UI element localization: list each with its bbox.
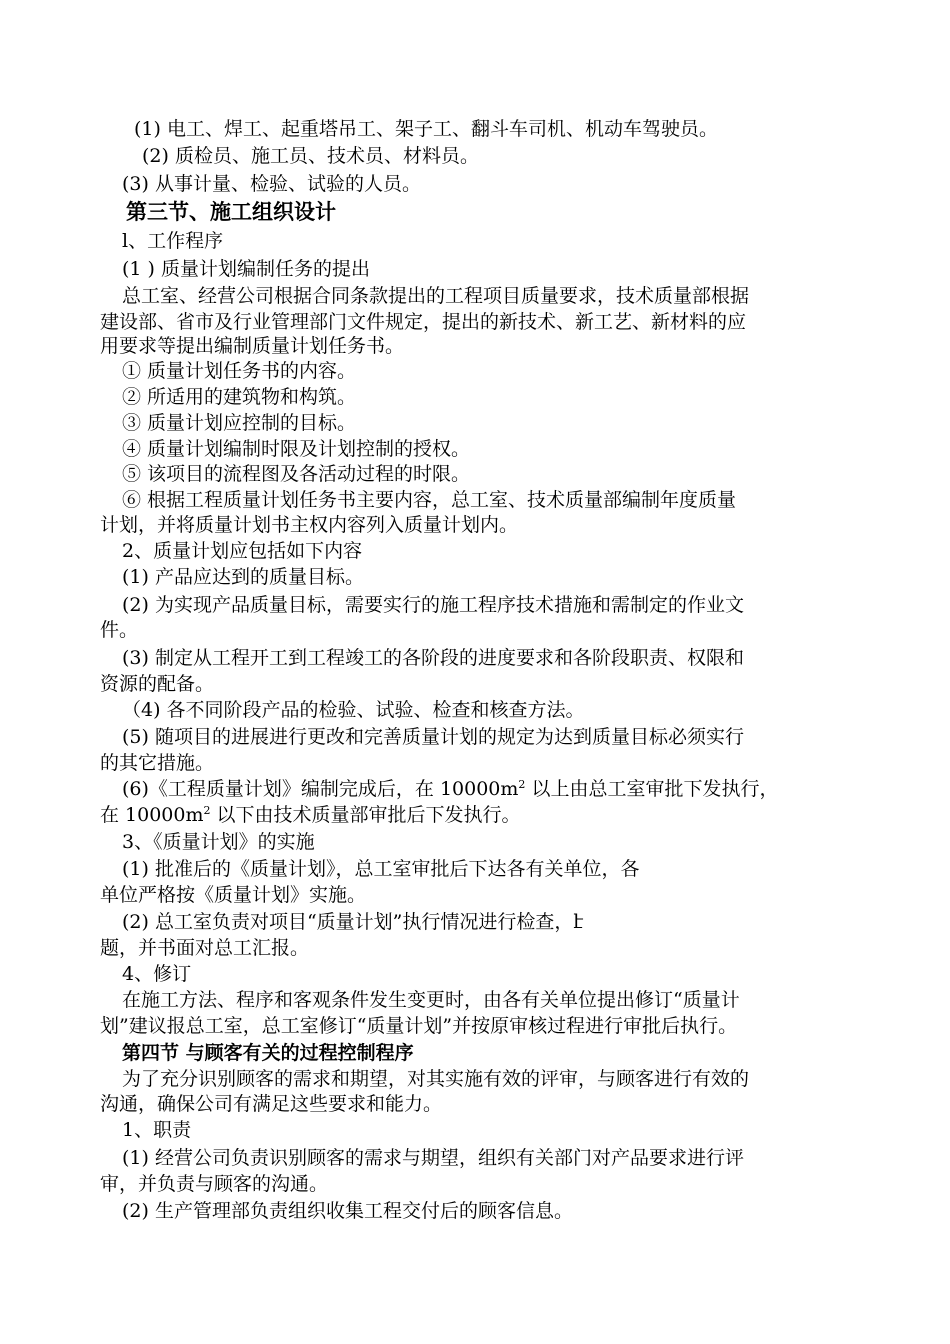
text-line: (2) 为实现产品质量目标，需要实行的施工程序技术措施和需制定的作业文 [122, 594, 744, 616]
section-heading: 第三节、施工组织设计 [126, 200, 336, 224]
text-line: 单位严格按《质量计划》实施。 [100, 884, 367, 906]
text-line: 2、质量计划应包括如下内容 [122, 540, 363, 562]
text-line: 3、《质量计划》的实施 [122, 831, 315, 853]
text-line: 题，并书面对总工汇报。 [100, 937, 310, 959]
text-fragment: 在 10000m [100, 804, 204, 826]
text-line: (5) 随项目的进展进行更改和完善质量计划的规定为达到质量目标必须实行 [122, 726, 744, 748]
section-heading: 第四节 与顾客有关的过程控制程序 [122, 1042, 414, 1064]
text-line: 1、职责 [122, 1119, 192, 1141]
text-line: (1) 电工、焊工、起重塔吊工、架子工、翻斗车司机、机动车驾驶员。 [134, 118, 718, 140]
text-line: ③ 质量计划应控制的目标。 [122, 412, 357, 434]
text-line: 在施工方法、程序和客观条件发生变更时，由各有关单位提出修订“质量计 [122, 989, 740, 1011]
text-line [122, 776, 778, 802]
text-line: 建设部、省市及行业管理部门文件规定，提出的新技术、新工艺、新材料的应 [100, 311, 747, 333]
text-line: 件。 [100, 619, 139, 641]
text-line [100, 802, 521, 828]
text-line: ⑥ 根据工程质量计划任务书主要内容，总工室、技术质量部编制年度质量 [122, 489, 737, 511]
text-line: ④ 质量计划编制时限及计划控制的授权。 [122, 438, 471, 460]
text-line: （4) 各不同阶段产品的检验、试验、检查和核查方法。 [122, 699, 585, 721]
text-line: (3) 从事计量、检验、试验的人员。 [122, 173, 421, 195]
superscript: 2 [518, 778, 526, 791]
text-fragment: (6)《工程质量计划》编制完成后，在 10000m [122, 778, 519, 800]
text-line: 用要求等提出编制质量计划任务书。 [100, 335, 405, 357]
text-line: (1 ) 质量计划编制任务的提出 [122, 258, 370, 280]
text-line: 划”建议报总工室，总工室修订“质量计划”并按原审核过程进行审批后执行。 [100, 1015, 738, 1037]
text-line: 审，并负责与顾客的沟通。 [100, 1173, 329, 1195]
text-line: 的其它措施。 [100, 752, 215, 774]
text-line: 计划，并将质量计划书主权内容列入质量计划内。 [100, 514, 519, 536]
text-line: ⑤ 该项目的流程图及各活动过程的时限。 [122, 463, 471, 485]
text-line: (2) 质检员、施工员、技术员、材料员。 [142, 145, 479, 167]
text-line: l、工作程序 [122, 230, 224, 252]
text-line: (2) 生产管理部负责组织收集工程交付后的顾客信息。 [122, 1200, 573, 1222]
text-line: 沟通，确保公司有满足这些要求和能力。 [100, 1093, 443, 1115]
text-line: 为了充分识别顾客的需求和期望，对其实施有效的评审，与顾客进行有效的 [122, 1068, 750, 1090]
text-line: ② 所适用的建筑物和构筑。 [122, 386, 357, 408]
text-line: (1) 产品应达到的质量目标。 [122, 566, 364, 588]
text-fragment: 以下由技术质量部审批后下发执行。 [210, 804, 521, 826]
text-line: 4、修订 [122, 963, 192, 985]
text-line: (1) 批准后的《质量计划》，总工室审批后下达各有关单位，各 [122, 858, 640, 880]
text-fragment: 以上由总工室审批下发执行， [525, 778, 779, 800]
text-line: 总工室、经营公司根据合同条款提出的工程项目质量要求，技术质量部根据 [122, 285, 750, 307]
text-line: (2) 总工室负责对项目“质量计划”执行情况进行检查，է [122, 911, 584, 933]
text-line: (3) 制定从工程开工到工程竣工的各阶段的进度要求和各阶段职责、权限和 [122, 647, 744, 669]
text-line: ① 质量计划任务书的内容。 [122, 360, 357, 382]
text-line: (1) 经营公司负责识别顾客的需求与期望，组织有关部门对产品要求进行评 [122, 1147, 744, 1169]
text-line: 资源的配备。 [100, 673, 215, 695]
superscript: 2 [203, 804, 211, 817]
